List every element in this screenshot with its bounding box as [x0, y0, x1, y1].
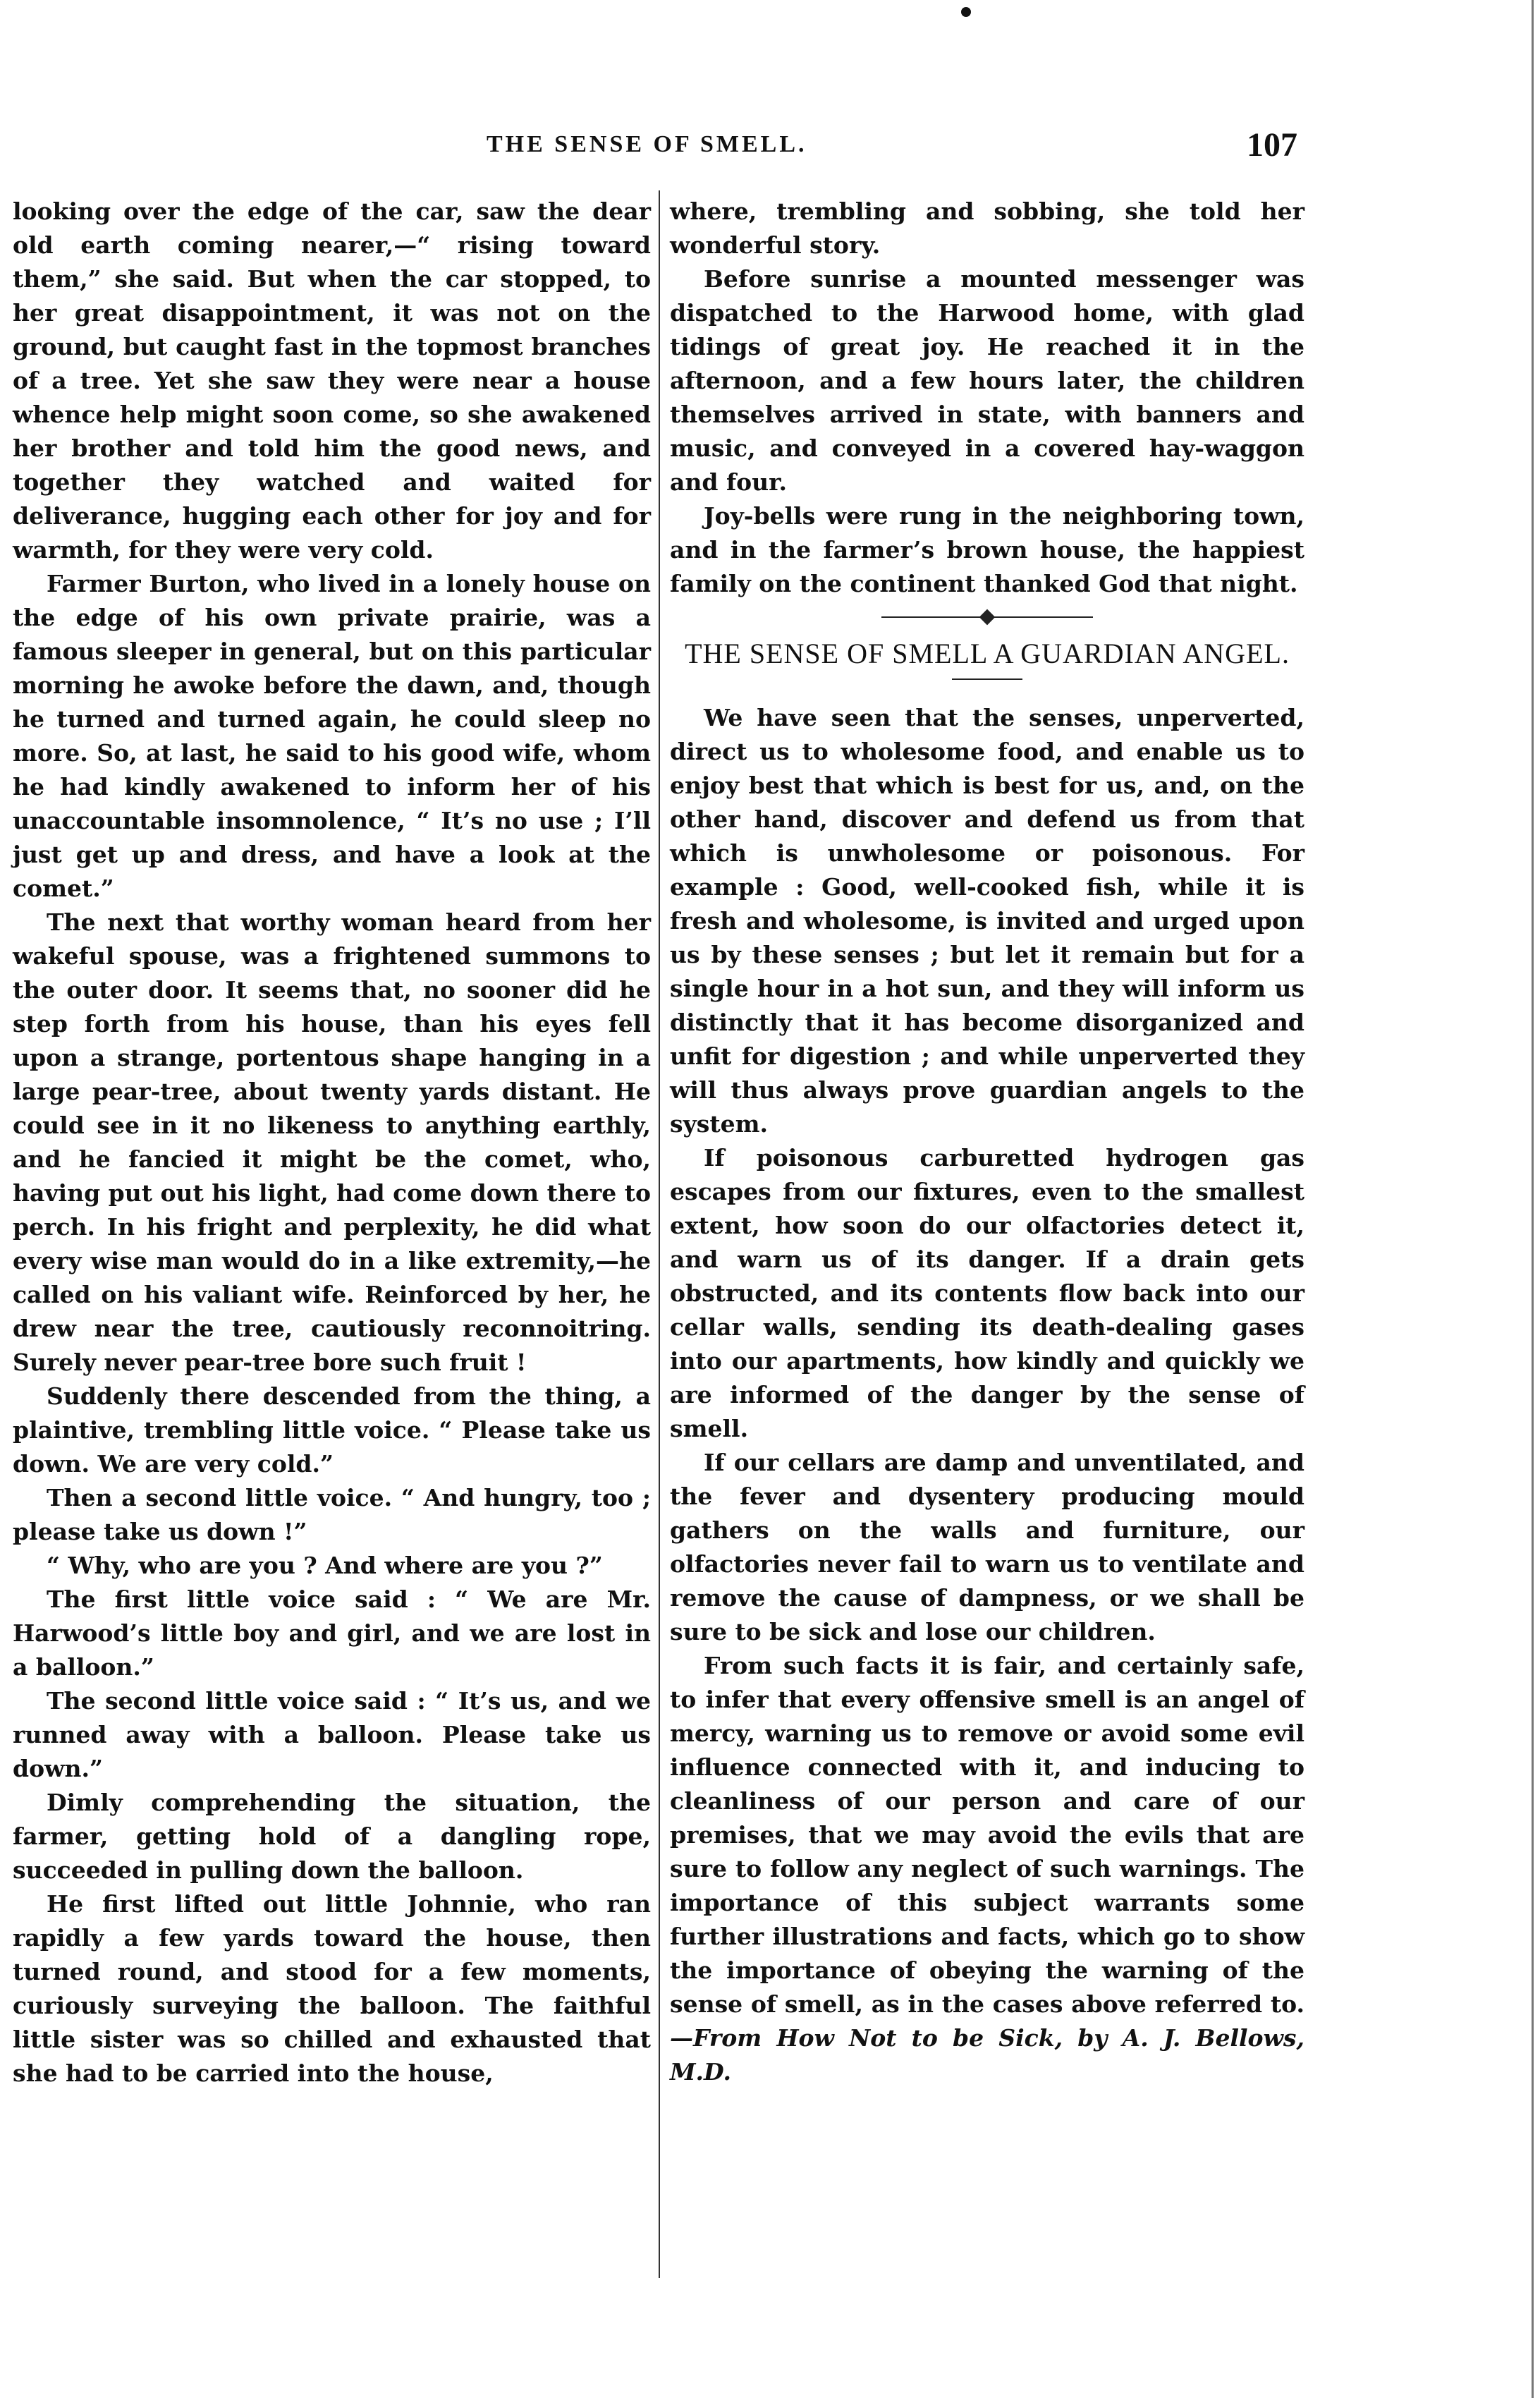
paragraph: Before sunrise a mounted messenger was dispatched to the Harwood home, with glad tidings of great joy. He reached it in the afternoon, and a few hours later, the children themselves arrived in state, with banners and music, and conveyed in a covered hay-waggon and four.: [670, 265, 1304, 496]
paragraph: The second little voice said : “ It’s us, and we runned away with a balloon. Please take us down.”: [13, 1687, 651, 1782]
page-number: 107: [1247, 126, 1297, 164]
title-rule: [952, 678, 1022, 680]
diamond-icon: [979, 609, 996, 626]
article-title: THE SENSE OF SMELL A GUARDIAN ANGEL.: [685, 638, 1290, 669]
final-paragraph: [670, 1649, 1304, 2089]
paragraph: Suddenly there descended from the thing, a plaintive, trembling little voice. “ Please take us down. We are very cold.”: [13, 1382, 651, 1478]
paragraph: The first little voice said : “ We are Mr. Harwood’s little boy and girl, and we are lost in a balloon.”: [13, 1586, 651, 1681]
paragraph: “ Why, who are you ? And where are you ?”: [47, 1552, 603, 1579]
paragraph: We have seen that the senses, unperverted, direct us to wholesome food, and enable us to enjoy best that which is best for us, and, on the other hand, discover and defend us from that which is unwholesome or poisonous. For example : Good, well-cooked fish, while it is fresh and wholesome, is invited and urged upon us by these senses ; but let it remain but for a single hour in a hot sun, and they will inform us distinctly that it has become disorganized and unfit for digestion ; and while unperverted they will thus always prove guardian angels to the system.: [670, 704, 1304, 1138]
paragraph: where, trembling and sobbing, she told her wonderful story.: [670, 197, 1304, 259]
paragraph: Then a second little voice. “ And hungry, too ; please take us down !”: [13, 1484, 651, 1545]
source-citation: —From How Not to be Sick, by A. J. Bellows, M.D.: [670, 2024, 1304, 2086]
section-ornament: [670, 608, 1304, 626]
paragraph: If poisonous carburetted hydrogen gas escapes from our fixtures, even to the smallest extent, how soon do our olfactories detect it, and warn us of its danger. If a drain gets obstructed, and its contents flow back into our cellar walls, sending its death-dealing gases into our apartments, how kindly and quickly we are informed of the danger by the sense of smell.: [670, 1144, 1304, 1442]
paragraph: If our cellars are damp and unventilated, and the fever and dysentery producing mould gathers on the walls and furniture, our olfactories never fail to warn us to ventilate and remove the cause of dampness, or we shall be sure to be sick and lose our children.: [670, 1449, 1304, 1645]
column-divider: [659, 190, 660, 2278]
paragraph: Farmer Burton, who lived in a lonely house on the edge of his own private prairie, was a famous sleeper in general, but on this particular morning he awoke before the dawn, and, though he turned and turned again, he could sleep no more. So, at last, he said to his good wife, whom he had kindly awakened to inform her of his unaccountable insomnolence, “ It’s no use ; I’ll just get up and dress, and have a look at the comet.”: [13, 570, 651, 902]
final-paragraph-text: From such facts it is fair, and certainly safe, to infer that every offensive smell is an angel of mercy, warning us to remove or avoid some evil influence connected with it, and inducing to cleanliness of our person and care of our premises, that we may avoid the evils that are sure to follow any neglect of such warnings. The importance of this subject warrants some further illustrations and facts, which go to show the importance of obeying the warning of the sense of smell, as in the cases above referred to.: [670, 1652, 1304, 2018]
running-title: THE SENSE OF SMELL.: [487, 131, 807, 157]
ink-dot: [961, 7, 971, 17]
paragraph: looking over the edge of the car, saw the dear old earth coming nearer,—“ rising toward them,” she said. But when the car stopped, to her great disappointment, it was not on the ground, but caught fast in the topmost branches of a tree. Yet she saw they were near a house whence help might soon come, so she awakened her brother and told him the good news, and together they watched and waited for deliverance, hugging each other for joy and for warmth, for they were very cold.: [13, 197, 651, 564]
right-column: [670, 195, 1304, 2089]
paragraph: Dimly comprehending the situation, the farmer, getting hold of a dangling rope, succeeded in pulling down the balloon.: [13, 1789, 651, 1884]
binding-edge: [1532, 0, 1534, 2398]
paragraph: The next that worthy woman heard from her wakeful spouse, was a frightened summons to the outer door. It seems that, no sooner did he step forth from his house, than his eyes fell upon a strange, portentous shape hanging in a large pear-tree, about twenty yards distant. He could see in it no likeness to anything earthly, and he fancied it might be the comet, who, having put out his light, had come down there to perch. In his fright and perplexity, he did what every wise man would do in a like extremity,—he called on his valiant wife. Reinforced by her, he drew near the tree, cautiously reconnoitring. Surely never pear-tree bore such fruit !: [13, 908, 651, 1376]
paragraph: Joy-bells were rung in the neighboring town, and in the farmer’s brown house, the happiest family on the continent thanked God that night.: [670, 502, 1304, 597]
left-column: [13, 195, 651, 2090]
paragraph: He first lifted out little Johnnie, who ran rapidly a few yards toward the house, then turned round, and stood for a few moments, curiously surveying the balloon. The faithful little sister was so chilled and exhausted that she had to be carried into the house,: [13, 1890, 651, 2087]
